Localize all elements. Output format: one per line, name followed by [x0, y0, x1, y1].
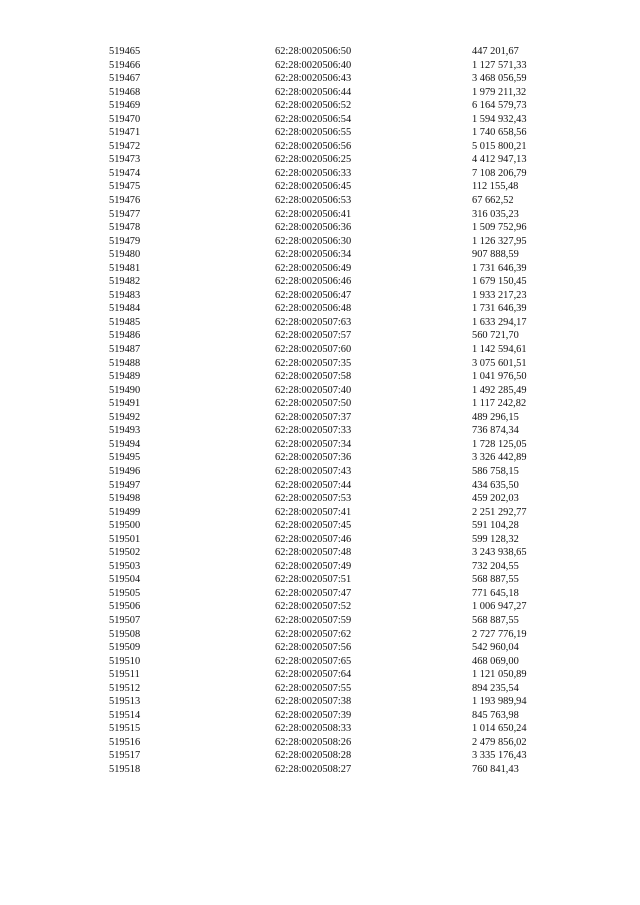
- cadastral-number-cell: 62:28:0020506:33: [275, 167, 352, 179]
- row-number-cell: 519488: [109, 357, 141, 369]
- row-number-cell: 519513: [109, 696, 141, 708]
- cadastral-value-cell: 1 121 050,89: [472, 669, 527, 681]
- cadastral-value-cell: 1 731 646,39: [472, 303, 527, 315]
- cadastral-number-cell: 62:28:0020506:49: [275, 262, 352, 274]
- cadastral-value-cell: 1 492 285,49: [472, 384, 527, 396]
- cadastral-value-cell: 1 127 571,33: [472, 59, 527, 71]
- cadastral-value-cell: 447 201,67: [472, 46, 519, 57]
- cadastral-number-cell: 62:28:0020507:55: [275, 682, 352, 694]
- cadastral-value-cell: 6 164 579,73: [472, 100, 527, 112]
- cadastral-value-cell: 1 006 947,27: [472, 601, 527, 613]
- row-number-cell: 519481: [109, 262, 141, 274]
- table-row: [109, 113, 582, 127]
- table-row: [109, 709, 582, 723]
- row-number-cell: 519469: [109, 100, 141, 112]
- cadastral-value-cell: 586 758,15: [472, 465, 519, 477]
- table-row: [109, 302, 582, 316]
- row-number-cell: 519477: [109, 208, 141, 220]
- row-number-cell: 519476: [109, 195, 141, 207]
- cadastral-number-cell: 62:28:0020507:56: [275, 642, 352, 654]
- cadastral-value-cell: 3 075 601,51: [472, 357, 527, 369]
- cadastral-number-cell: 62:28:0020507:38: [275, 696, 352, 708]
- table-row: [109, 465, 582, 479]
- row-number-cell: 519518: [109, 763, 141, 775]
- cadastral-number-cell: 62:28:0020507:49: [275, 560, 352, 572]
- row-number-cell: 519467: [109, 73, 141, 85]
- cadastral-number-cell: 62:28:0020506:50: [275, 46, 352, 57]
- table-row: [109, 763, 582, 777]
- table-row: [109, 86, 582, 100]
- cadastral-number-cell: 62:28:0020506:52: [275, 100, 352, 112]
- table-row: [109, 275, 582, 289]
- cadastral-number-cell: 62:28:0020507:44: [275, 479, 352, 491]
- table-row: [109, 126, 582, 140]
- cadastral-value-cell: 907 888,59: [472, 249, 519, 261]
- cadastral-number-cell: 62:28:0020507:53: [275, 493, 352, 505]
- row-number-cell: 519482: [109, 276, 141, 288]
- row-number-cell: 519502: [109, 547, 141, 559]
- cadastral-value-cell: 1 014 650,24: [472, 723, 527, 735]
- cadastral-value-cell: 1 126 327,95: [472, 235, 527, 247]
- row-number-cell: 519516: [109, 736, 141, 748]
- cadastral-number-cell: 62:28:0020507:36: [275, 452, 352, 464]
- row-number-cell: 519471: [109, 127, 141, 139]
- cadastral-number-cell: 62:28:0020506:46: [275, 276, 352, 288]
- cadastral-value-cell: 67 662,52: [472, 195, 514, 207]
- table-row: [109, 384, 582, 398]
- cadastral-number-cell: 62:28:0020506:40: [275, 59, 352, 71]
- table-row: [109, 357, 582, 371]
- cadastral-value-cell: 459 202,03: [472, 493, 519, 505]
- cadastral-number-cell: 62:28:0020508:27: [275, 763, 352, 775]
- cadastral-number-cell: 62:28:0020507:58: [275, 371, 352, 383]
- row-number-cell: 519487: [109, 344, 141, 356]
- cadastral-number-cell: 62:28:0020507:33: [275, 425, 352, 437]
- cadastral-number-cell: 62:28:0020507:47: [275, 587, 352, 599]
- cadastral-number-cell: 62:28:0020506:43: [275, 73, 352, 85]
- cadastral-number-cell: 62:28:0020506:41: [275, 208, 352, 220]
- cadastral-value-cell: 2 727 776,19: [472, 628, 527, 640]
- table-row: [109, 329, 582, 343]
- cadastral-number-cell: 62:28:0020508:28: [275, 750, 352, 762]
- row-number-cell: 519509: [109, 642, 141, 654]
- cadastral-value-cell: 112 155,48: [472, 181, 519, 193]
- row-number-cell: 519495: [109, 452, 141, 464]
- table-row: [109, 682, 582, 696]
- cadastral-value-cell: 1 728 125,05: [472, 438, 527, 450]
- table-row: [109, 343, 582, 357]
- row-number-cell: 519492: [109, 411, 141, 423]
- table-row: [109, 614, 582, 628]
- table-row: [109, 316, 582, 330]
- table-row: [109, 655, 582, 669]
- cadastral-number-cell: 62:28:0020506:36: [275, 222, 352, 234]
- cadastral-number-cell: 62:28:0020507:59: [275, 614, 352, 626]
- cadastral-number-cell: 62:28:0020507:37: [275, 411, 352, 423]
- row-number-cell: 519490: [109, 384, 141, 396]
- row-number-cell: 519500: [109, 520, 141, 532]
- cadastral-number-cell: 62:28:0020506:34: [275, 249, 352, 261]
- row-number-cell: 519515: [109, 723, 141, 735]
- cadastral-number-cell: 62:28:0020507:41: [275, 506, 352, 518]
- cadastral-number-cell: 62:28:0020507:46: [275, 533, 352, 545]
- cadastral-number-cell: 62:28:0020507:48: [275, 547, 352, 559]
- table-body: [109, 45, 582, 777]
- cadastral-number-cell: 62:28:0020506:45: [275, 181, 352, 193]
- cadastral-value-cell: 7 108 206,79: [472, 167, 527, 179]
- table-row: [109, 72, 582, 86]
- cadastral-number-cell: 62:28:0020507:52: [275, 601, 352, 613]
- table-row: [109, 695, 582, 709]
- table-row: [109, 438, 582, 452]
- cadastral-value-cell: 3 326 442,89: [472, 452, 527, 464]
- cadastral-value-cell: 5 015 800,21: [472, 140, 527, 152]
- table-row: [109, 519, 582, 533]
- row-number-cell: 519517: [109, 750, 141, 762]
- cadastral-value-cell: 1 979 211,32: [472, 86, 527, 98]
- row-number-cell: 519472: [109, 140, 141, 152]
- row-number-cell: 519484: [109, 303, 141, 315]
- table-row: [109, 140, 582, 154]
- row-number-cell: 519498: [109, 493, 141, 505]
- row-number-cell: 519505: [109, 587, 141, 599]
- table-row: [109, 45, 582, 59]
- table-row: [109, 59, 582, 73]
- cadastral-value-cell: 468 069,00: [472, 655, 519, 667]
- cadastral-number-cell: 62:28:0020507:43: [275, 465, 352, 477]
- cadastral-value-cell: 1 731 646,39: [472, 262, 527, 274]
- cadastral-value-cell: 560 721,70: [472, 330, 519, 342]
- row-number-cell: 519479: [109, 235, 141, 247]
- table-row: [109, 221, 582, 235]
- row-number-cell: 519503: [109, 560, 141, 572]
- row-number-cell: 519465: [109, 46, 141, 57]
- row-number-cell: 519507: [109, 614, 141, 626]
- cadastral-value-cell: 1 142 594,61: [472, 344, 527, 356]
- table-row: [109, 235, 582, 249]
- cadastral-number-cell: 62:28:0020506:55: [275, 127, 352, 139]
- table-row: [109, 479, 582, 493]
- row-number-cell: 519466: [109, 59, 141, 71]
- cadastral-value-cell: 599 128,32: [472, 533, 519, 545]
- row-number-cell: 519512: [109, 682, 141, 694]
- row-number-cell: 519483: [109, 289, 141, 301]
- table-row: [109, 208, 582, 222]
- cadastral-value-cell: 591 104,28: [472, 520, 519, 532]
- row-number-cell: 519486: [109, 330, 141, 342]
- cadastral-number-cell: 62:28:0020506:44: [275, 86, 352, 98]
- row-number-cell: 519489: [109, 371, 141, 383]
- table-row: [109, 560, 582, 574]
- table-row: [109, 587, 582, 601]
- table-row: [109, 736, 582, 750]
- row-number-cell: 519493: [109, 425, 141, 437]
- cadastral-value-table: [109, 45, 582, 777]
- cadastral-number-cell: 62:28:0020507:50: [275, 398, 352, 410]
- cadastral-value-cell: 434 635,50: [472, 479, 519, 491]
- cadastral-value-cell: 1 117 242,82: [472, 398, 527, 410]
- row-number-cell: 519504: [109, 574, 141, 586]
- cadastral-value-cell: 3 243 938,65: [472, 547, 527, 559]
- cadastral-value-cell: 568 887,55: [472, 574, 519, 586]
- cadastral-value-cell: 568 887,55: [472, 614, 519, 626]
- row-number-cell: 519470: [109, 113, 141, 125]
- cadastral-number-cell: 62:28:0020506:25: [275, 154, 352, 166]
- cadastral-value-cell: 1 041 976,50: [472, 371, 527, 383]
- table-row: [109, 533, 582, 547]
- cadastral-value-cell: 760 841,43: [472, 763, 519, 775]
- row-number-cell: 519475: [109, 181, 141, 193]
- cadastral-number-cell: 62:28:0020507:45: [275, 520, 352, 532]
- table-row: [109, 289, 582, 303]
- table-row: [109, 641, 582, 655]
- row-number-cell: 519511: [109, 669, 140, 681]
- cadastral-value-cell: 542 960,04: [472, 642, 519, 654]
- cadastral-value-cell: 1 633 294,17: [472, 316, 527, 328]
- cadastral-value-cell: 732 204,55: [472, 560, 519, 572]
- cadastral-number-cell: 62:28:0020507:35: [275, 357, 352, 369]
- cadastral-value-cell: 1 679 150,45: [472, 276, 527, 288]
- cadastral-number-cell: 62:28:0020507:51: [275, 574, 352, 586]
- cadastral-value-cell: 1 933 217,23: [472, 289, 527, 301]
- table-row: [109, 370, 582, 384]
- row-number-cell: 519485: [109, 316, 141, 328]
- cadastral-value-cell: 2 251 292,77: [472, 506, 527, 518]
- cadastral-value-cell: 771 645,18: [472, 587, 519, 599]
- table-row: [109, 248, 582, 262]
- cadastral-number-cell: 62:28:0020507:60: [275, 344, 352, 356]
- row-number-cell: 519468: [109, 86, 141, 98]
- cadastral-value-cell: 3 468 056,59: [472, 73, 527, 85]
- cadastral-value-cell: 1 193 989,94: [472, 696, 527, 708]
- table-row: [109, 573, 582, 587]
- cadastral-number-cell: 62:28:0020507:34: [275, 438, 352, 450]
- cadastral-value-cell: 1 740 658,56: [472, 127, 527, 139]
- row-number-cell: 519497: [109, 479, 141, 491]
- table-row: [109, 506, 582, 520]
- cadastral-value-cell: 1 594 932,43: [472, 113, 527, 125]
- table-row: [109, 397, 582, 411]
- cadastral-value-cell: 2 479 856,02: [472, 736, 527, 748]
- cadastral-value-cell: 4 412 947,13: [472, 154, 527, 166]
- cadastral-value-cell: 489 296,15: [472, 411, 519, 423]
- table-row: [109, 411, 582, 425]
- cadastral-number-cell: 62:28:0020506:54: [275, 113, 352, 125]
- row-number-cell: 519501: [109, 533, 141, 545]
- table-row: [109, 668, 582, 682]
- cadastral-number-cell: 62:28:0020507:65: [275, 655, 352, 667]
- cadastral-number-cell: 62:28:0020508:26: [275, 736, 352, 748]
- row-number-cell: 519491: [109, 398, 141, 410]
- table-row: [109, 180, 582, 194]
- cadastral-number-cell: 62:28:0020506:56: [275, 140, 352, 152]
- cadastral-number-cell: 62:28:0020506:47: [275, 289, 352, 301]
- cadastral-number-cell: 62:28:0020507:63: [275, 316, 352, 328]
- row-number-cell: 519494: [109, 438, 141, 450]
- cadastral-value-cell: 316 035,23: [472, 208, 519, 220]
- table-row: [109, 722, 582, 736]
- row-number-cell: 519496: [109, 465, 141, 477]
- row-number-cell: 519474: [109, 167, 141, 179]
- table-row: [109, 628, 582, 642]
- table-row: [109, 749, 582, 763]
- cadastral-number-cell: 62:28:0020507:62: [275, 628, 352, 640]
- cadastral-value-cell: 894 235,54: [472, 682, 519, 694]
- cadastral-number-cell: 62:28:0020507:57: [275, 330, 352, 342]
- table-row: [109, 492, 582, 506]
- cadastral-value-cell: 736 874,34: [472, 425, 519, 437]
- cadastral-number-cell: 62:28:0020506:53: [275, 195, 352, 207]
- table-row: [109, 262, 582, 276]
- table-row: [109, 451, 582, 465]
- row-number-cell: 519514: [109, 709, 141, 721]
- table-row: [109, 424, 582, 438]
- cadastral-number-cell: 62:28:0020507:40: [275, 384, 352, 396]
- table-row: [109, 99, 582, 113]
- cadastral-number-cell: 62:28:0020508:33: [275, 723, 352, 735]
- row-number-cell: 519480: [109, 249, 141, 261]
- cadastral-value-cell: 845 763,98: [472, 709, 519, 721]
- table-row: [109, 153, 582, 167]
- row-number-cell: 519506: [109, 601, 141, 613]
- row-number-cell: 519499: [109, 506, 141, 518]
- row-number-cell: 519478: [109, 222, 141, 234]
- cadastral-value-cell: 3 335 176,43: [472, 750, 527, 762]
- row-number-cell: 519510: [109, 655, 141, 667]
- table-row: [109, 194, 582, 208]
- table-row: [109, 600, 582, 614]
- cadastral-number-cell: 62:28:0020507:64: [275, 669, 352, 681]
- cadastral-number-cell: 62:28:0020506:48: [275, 303, 352, 315]
- table-row: [109, 167, 582, 181]
- row-number-cell: 519473: [109, 154, 141, 166]
- table-row: [109, 546, 582, 560]
- cadastral-number-cell: 62:28:0020507:39: [275, 709, 352, 721]
- cadastral-value-cell: 1 509 752,96: [472, 222, 527, 234]
- row-number-cell: 519508: [109, 628, 141, 640]
- cadastral-number-cell: 62:28:0020506:30: [275, 235, 352, 247]
